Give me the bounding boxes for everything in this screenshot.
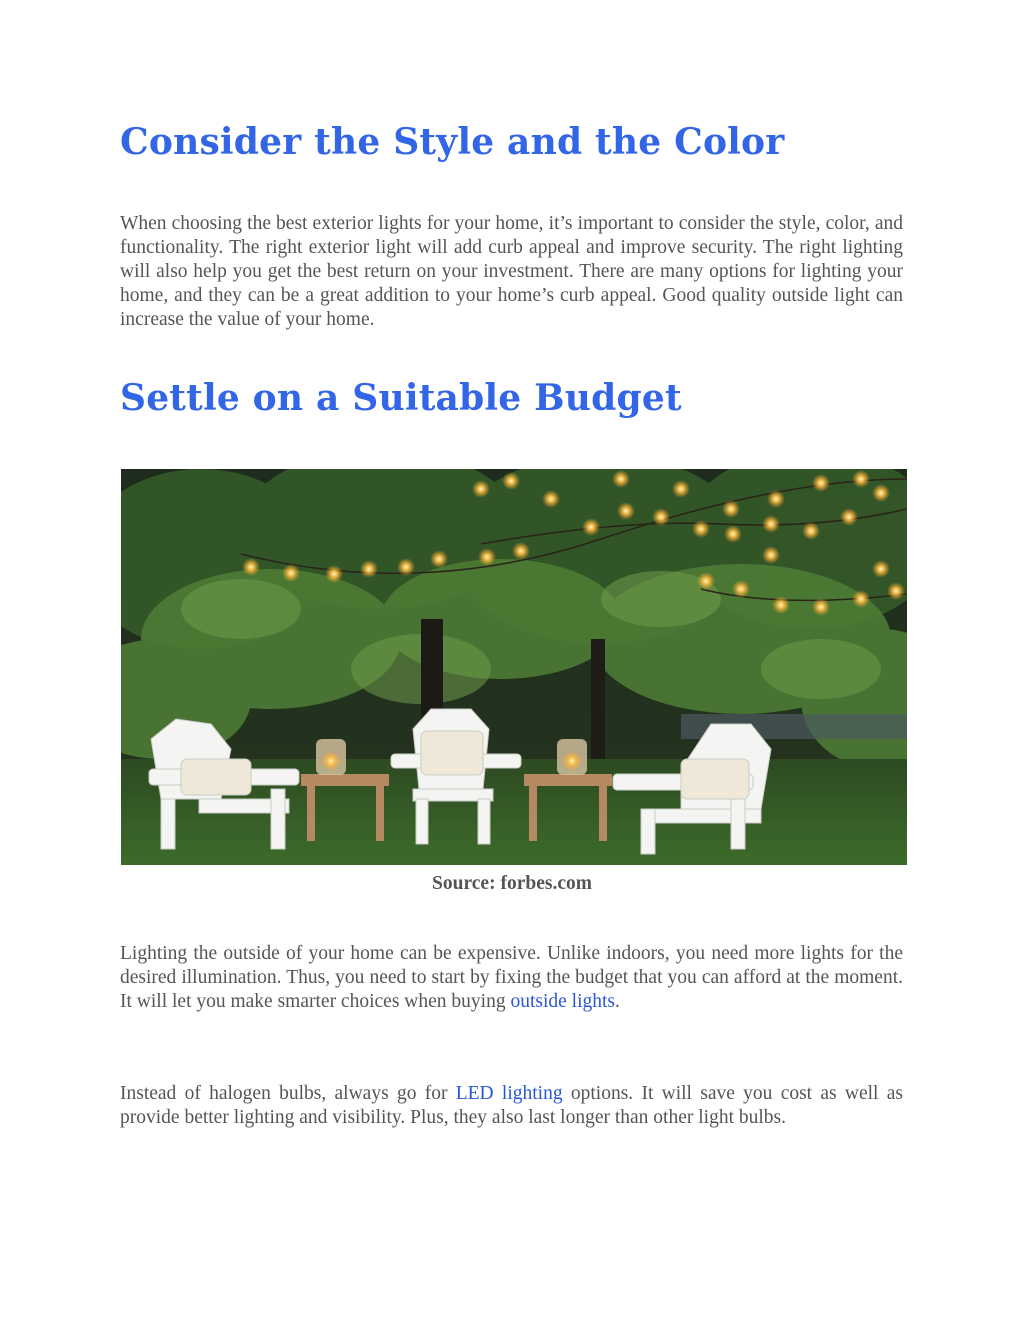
outdoor-string-lights-photo: [121, 469, 907, 865]
paragraph-style-color: When choosing the best exterior lights for your home, it’s important to consider the style, color, and functionality. The right exterior light will add curb appeal and improve security. The right lighting will also help you get the best return on your investment. There are many options for lighting your home, and they can be a great addition to your home’s curb appeal. Good quality outside light can increase the value of your home.: [120, 213, 903, 330]
paragraph-budget: [120, 942, 903, 1014]
paragraph-led-text: Instead of halogen bulbs, always go for: [120, 1083, 456, 1104]
section-heading-budget: Settle on a Suitable Budget: [120, 377, 682, 419]
paragraph-led: [120, 1082, 903, 1130]
led-lighting-link[interactable]: LED lighting: [455, 1083, 563, 1104]
paragraph-budget-end: .: [615, 991, 620, 1012]
section-heading-style-color: Consider the Style and the Color: [120, 121, 785, 163]
paragraph-led-end: options. It will save you cost as well as provide better lighting and visibility. Plus, they also last longer than other light bulbs.: [120, 1083, 903, 1128]
image-source-caption: Source: forbes.com: [432, 873, 592, 894]
outside-lights-link[interactable]: outside lights: [510, 991, 615, 1012]
paragraph-budget-text: Lighting the outside of your home can be expensive. Unlike indoors, you need more lights for the desired illumination. Thus, you need to start by fixing the budget that you can afford at the moment. It will let you make smarter choices when buying: [120, 943, 903, 1012]
